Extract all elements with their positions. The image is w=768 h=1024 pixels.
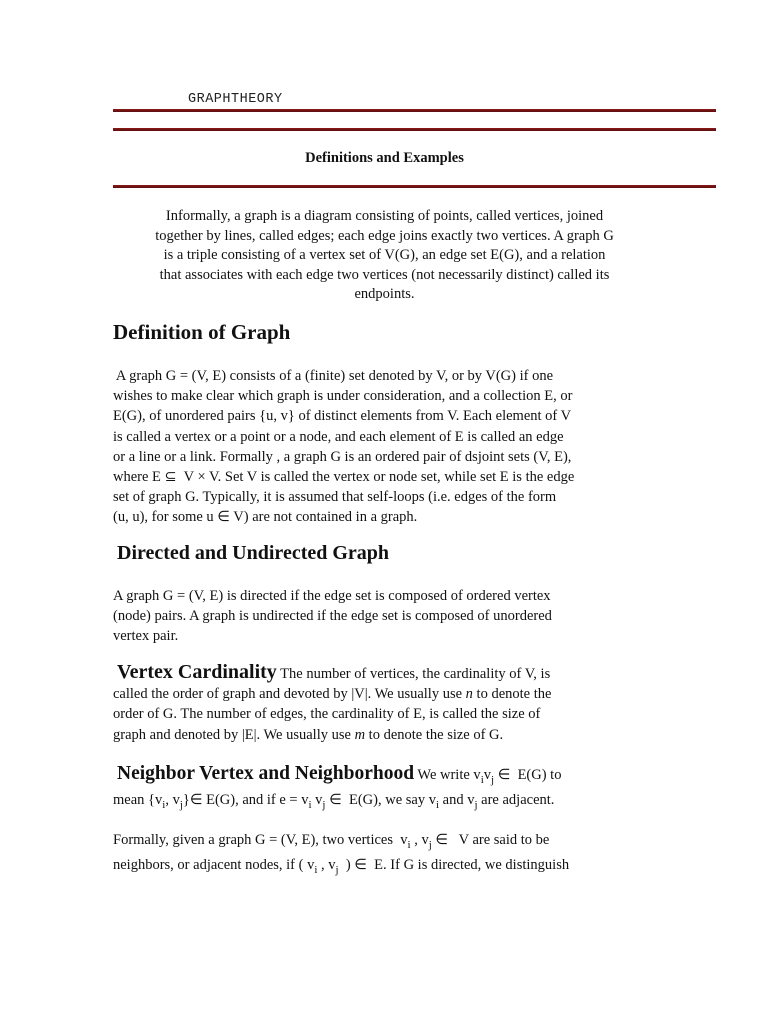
neighbor-text: and v <box>439 792 475 809</box>
cardinality-text: to denote the size of G. <box>365 726 504 743</box>
definition-line: where E ⊆ V × V. Set V is called the vertex or node set, while set E is the edge <box>113 469 575 486</box>
cardinality-text: graph and denoted by |E|. We usually use <box>113 726 355 743</box>
subscript: i <box>314 863 318 876</box>
subscript: j <box>335 863 339 876</box>
subscript: j <box>322 798 326 811</box>
subscript: j <box>179 798 183 811</box>
neighbor-text: ∈ E(G) to <box>494 767 562 783</box>
directed-paragraph <box>113 586 658 647</box>
definition-line: A graph G = (V, E) consists of a (finite) set denoted by V, or by V(G) if one <box>113 368 554 384</box>
neighbor-heading: Neighbor Vertex and Neighborhood <box>117 763 415 784</box>
subscript: j <box>428 838 432 851</box>
neighbor-text: mean {v <box>113 792 163 809</box>
cardinality-line <box>113 725 658 745</box>
formal-text: ) ∈ E. If G is directed, we distinguish <box>338 857 570 874</box>
cardinality-text: The number of vertices, the cardinality of V, is <box>276 666 551 682</box>
formal-line <box>113 855 658 880</box>
directed-line: A graph G = (V, E) is directed if the edge set is composed of ordered vertex <box>113 588 551 604</box>
header-rule-bottom <box>113 185 716 188</box>
definition-line: or a line or a link. Formally , a graph G is an ordered pair of dsjoint sets (V, E), <box>113 448 572 465</box>
intro-line: Informally, a graph is a diagram consisting of points, called vertices, joined <box>165 208 604 224</box>
intro-line: together by lines, called edges; each edge joins exactly two vertices. A graph G <box>155 227 614 244</box>
running-header: GRAPHTHEORY <box>188 92 283 107</box>
formal-text: Formally, given a graph G = (V, E), two vertices v <box>113 832 408 848</box>
header-rule-middle <box>113 128 716 131</box>
subscript: i <box>308 798 312 811</box>
subscript: i <box>480 773 484 786</box>
subscript: j <box>474 798 478 811</box>
neighbor-line <box>113 790 658 815</box>
neighbor-text: ∈ E(G), we say v <box>325 792 436 809</box>
subscript: i <box>162 798 166 811</box>
formal-text: , v <box>317 857 336 874</box>
formal-paragraph <box>113 830 658 880</box>
cardinality-heading: Vertex Cardinality <box>117 661 277 683</box>
intro-line: is a triple consisting of a vertex set of V(G), an edge set E(G), and a relation <box>163 247 606 263</box>
definition-line: wishes to make clear which graph is under consideration, and a collection E, or <box>113 388 573 405</box>
subscript: i <box>407 838 411 851</box>
neighbor-text: v <box>311 792 323 809</box>
cardinality-text: called the order of graph and devoted by |V|. We usually use <box>113 686 466 703</box>
definition-line: E(G), of unordered pairs {u, v} of distinct elements from V. Each element of V <box>113 408 572 425</box>
subscript: j <box>491 773 495 786</box>
neighbor-text: }∈ E(G), and if e = v <box>182 792 309 809</box>
neighbor-paragraph <box>113 764 658 815</box>
intro-line: that associates with each edge two vertices (not necessarily distinct) called its <box>159 266 610 283</box>
neighbor-text: are adjacent. <box>477 792 555 809</box>
cardinality-line <box>113 684 658 704</box>
formal-line <box>113 830 658 855</box>
neighbor-text: v <box>483 767 491 783</box>
definition-heading: Definition of Graph <box>113 320 291 344</box>
cardinality-paragraph <box>113 662 658 745</box>
directed-line: (node) pairs. A graph is undirected if the edge set is composed of unordered <box>113 608 552 625</box>
variable-m: m <box>354 726 366 743</box>
directed-heading: Directed and Undirected Graph <box>117 542 390 564</box>
header-rule-top <box>113 109 716 112</box>
definition-line: (u, u), for some u ∈ V) are not contained in a graph. <box>113 509 418 526</box>
intro-line: endpoints. <box>354 286 415 302</box>
formal-text: ∈ V are said to be <box>431 832 550 848</box>
document-title: Definitions and Examples <box>305 150 464 166</box>
intro-paragraph <box>113 207 656 305</box>
variable-n: n <box>465 686 473 703</box>
neighbor-text: We write v <box>414 767 481 783</box>
formal-text: neighbors, or adjacent nodes, if ( v <box>113 857 315 874</box>
cardinality-line <box>113 662 658 684</box>
neighbor-text: , v <box>165 792 180 809</box>
subscript: i <box>435 798 440 811</box>
definition-line: set of graph G. Typically, it is assumed that self-loops (i.e. edges of the form <box>113 489 557 506</box>
cardinality-line: order of G. The number of edges, the cardinality of E, is called the size of <box>113 706 541 723</box>
formal-text: , v <box>410 832 429 848</box>
directed-line: vertex pair. <box>113 628 179 645</box>
cardinality-text: to denote the <box>472 686 552 703</box>
definition-paragraph <box>113 366 658 528</box>
neighbor-line <box>113 764 658 790</box>
definition-line: is called a vertex or a point or a node, and each element of E is called an edge <box>113 428 564 445</box>
